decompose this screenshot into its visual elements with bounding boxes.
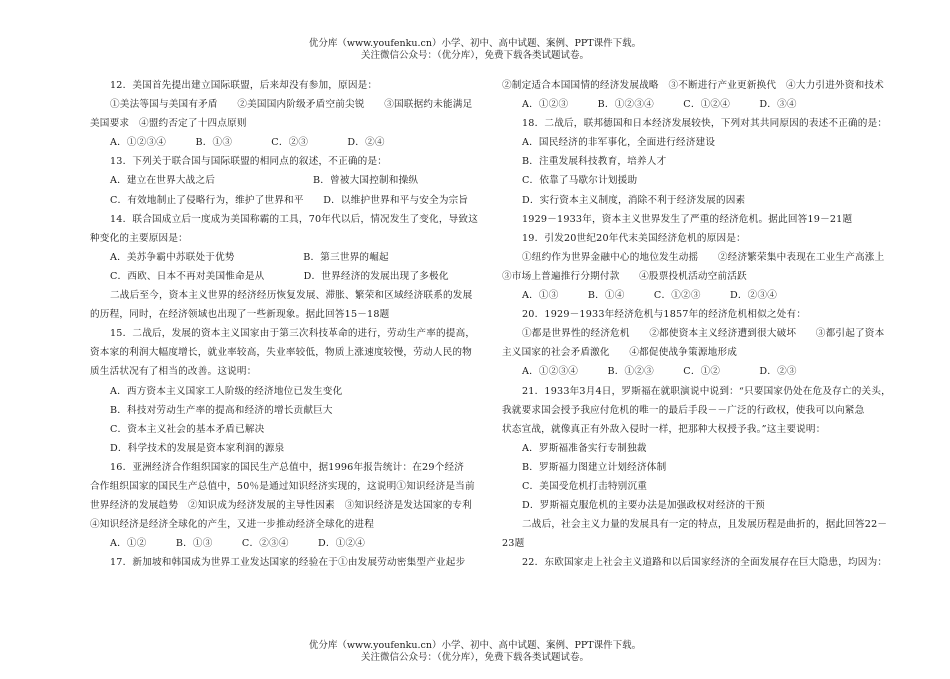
text-line: A．①② B．①③ C．②③④ D．①②④: [110, 538, 366, 550]
text-line: 19．引发20世纪20年代末美国经济危机的原因是：: [522, 232, 746, 244]
text-line: A．①③ B．①④ C．①②③ D．②③④: [522, 290, 778, 302]
text-line: A．①②③ B．①②③④ C．①②④ D．③④: [522, 99, 797, 111]
text-line: A．罗斯福准备实行专制独裁: [522, 442, 647, 454]
text-line: 21．1933年3月4日，罗斯福在就职演说中说到：“只要国家仍处在危及存亡的关头，: [522, 385, 891, 397]
footer-line-2: 关注微信公众号：（优分库），免费下载各类试题试卷。: [360, 652, 589, 663]
text-line: ②制定适合本国国情的经济发展战略 ③不断进行产业更新换代 ④大力引进外资和技术: [502, 80, 884, 91]
text-line: 种变化的主要原因是：: [90, 232, 188, 244]
text-line: 12．美国首先提出建立国际联盟，后来却没有参加，原因是：: [110, 80, 378, 91]
text-line: 的历程，同时，在经济领域也出现了一些新现象。据此回答15－18题: [90, 309, 390, 321]
text-line: A．美苏争霸中苏联处于优势 B．第三世界的崛起: [110, 251, 389, 263]
text-line: 17．新加坡和韩国成为世界工业发达国家的经验在于①由发展劳动密集型产业起步: [110, 557, 466, 569]
text-line: 20．1929－1933年经济危机与1857年的经济危机相似之处有：: [522, 309, 807, 321]
text-line: 美国要求 ④盟约否定了十四点原则: [90, 118, 247, 130]
text-line: D．科学技术的发展是资本家利润的源泉: [110, 442, 285, 454]
text-line: B．罗斯福力图建立计划经济体制: [522, 461, 667, 473]
text-line: A．①②③④ B．①②③ C．①② D．②③: [522, 366, 797, 378]
text-line: D．实行资本主义制度，消除不利于经济发展的因素: [522, 194, 746, 206]
text-line: 状态宣战，就像真正有外敌入侵时一样，把那种大权授予我。”这主要说明：: [502, 423, 826, 435]
text-line: 15．二战后，发展的资本主义国家由于第三次科技革命的进行，劳动生产率的提高，: [110, 328, 476, 340]
text-line: C．美国受危机打击特别沉重: [522, 480, 648, 492]
text-line: 1929－1933年，资本主义世界发生了严重的经济危机。据此回答19－21题: [522, 213, 853, 225]
text-line: 资本家的利润大幅度增长，就业率较高，失业率较低，物质上涨速度较慢，劳动人民的物: [90, 347, 472, 359]
text-line: 16．亚洲经济合作组织国家的国民生产总值中，据1996年报告统计：在29个经济: [110, 461, 465, 473]
header-line-1: 优分库（www.youfenku.cn）小学、初中、高中试题、案例、PPT课件下载。: [308, 38, 642, 49]
page-header: [0, 38, 950, 62]
text-line: 13．下列关于联合国与国际联盟的相同点的叙述，不正确的是：: [110, 156, 388, 168]
footer-line-1: 优分库（www.youfenku.cn）小学、初中、高中试题、案例、PPT课件下载。: [308, 640, 642, 651]
right-column: [502, 76, 906, 572]
text-line: ①纽约作为世界金融中心的地位发生动摇 ②经济繁荣集中表现在工业生产高涨上: [522, 251, 885, 263]
text-line: A．国民经济的非军事化，全面进行经济建设: [522, 137, 716, 149]
header-line-2: 关注微信公众号：（优分库），免费下载各类试题试卷。: [360, 50, 589, 61]
text-line: C．有效地制止了侵略行为，维护了世界和平 D．以维护世界和平与安全为宗旨: [110, 194, 469, 206]
text-line: 世界经济的发展趋势 ②知识成为经济发展的主导性因素 ③知识经济是发达国家的专利: [90, 500, 472, 512]
text-line: 主义国家的社会矛盾激化 ④都促使战争策源地形成: [502, 347, 738, 359]
text-line: A．西方资本主义国家工人阶级的经济地位已发生变化: [110, 385, 343, 397]
page-footer: [0, 640, 950, 664]
left-column: [90, 76, 490, 572]
text-line: ③市场上普遍推行分期付款 ④股票投机活动空前活跃: [502, 270, 747, 282]
text-line: ④知识经济是经济全球化的产生，又进一步推动经济全球化的进程: [90, 519, 375, 531]
text-line: 合作组织国家的国民生产总值中，50％是通过知识经济实现的，这说明①知识经济是当前: [90, 480, 475, 492]
text-line: 质生活状况有了相当的改善。这说明：: [90, 366, 257, 378]
text-line: 二战后至今，资本主义世界的经济经历恢复发展、滞胀、繁荣和区域经济联系的发展: [110, 290, 473, 302]
text-line: ①都是世界性的经济危机 ②都使资本主义经济遭到很大破坏 ③都引起了资本: [522, 328, 885, 340]
text-line: 14．联合国成立后一度成为美国称霸的工具，70年代以后，情况发生了变化，导致这: [110, 213, 478, 225]
text-line: C．西欧、日本不再对美国惟命是从 D．世界经济的发展出现了多极化: [110, 270, 449, 282]
text-line: 22．东欧国家走上社会主义道路和以后国家经济的全面发展存在巨大隐患，均因为：: [522, 557, 888, 569]
text-line: B．科技对劳动生产率的提高和经济的增长贡献巨大: [110, 404, 333, 416]
text-line: A．①②③④ B．①③ C．②③ D．②④: [110, 137, 385, 149]
text-line: D．罗斯福克服危机的主要办法是加强政权对经济的干预: [522, 500, 765, 512]
text-line: A．建立在世界大战之后 B．曾被大国控制和操纵: [110, 175, 419, 187]
text-line: C．依靠了马歇尔计划援助: [522, 175, 638, 187]
text-line: C．资本主义社会的基本矛盾已解决: [110, 423, 265, 435]
text-line: 23题: [502, 538, 525, 550]
text-line: ①美法等国与美国有矛盾 ②美国国内阶级矛盾空前尖锐 ③国联据约未能满足: [110, 99, 473, 111]
text-line: 18．二战后，联邦德国和日本经济发展较快，下列对其共同原因的表述不正确的是：: [522, 118, 888, 130]
text-line: 我就要求国会授予我应付危机的唯一的最后手段－－广泛的行政权，使我可以向紧急: [502, 404, 865, 416]
text-line: 二战后，社会主义力量的发展具有一定的特点，且发展历程是曲折的，据此回答22－: [522, 519, 888, 531]
text-line: B．注重发展科技教育，培养人才: [522, 156, 667, 168]
